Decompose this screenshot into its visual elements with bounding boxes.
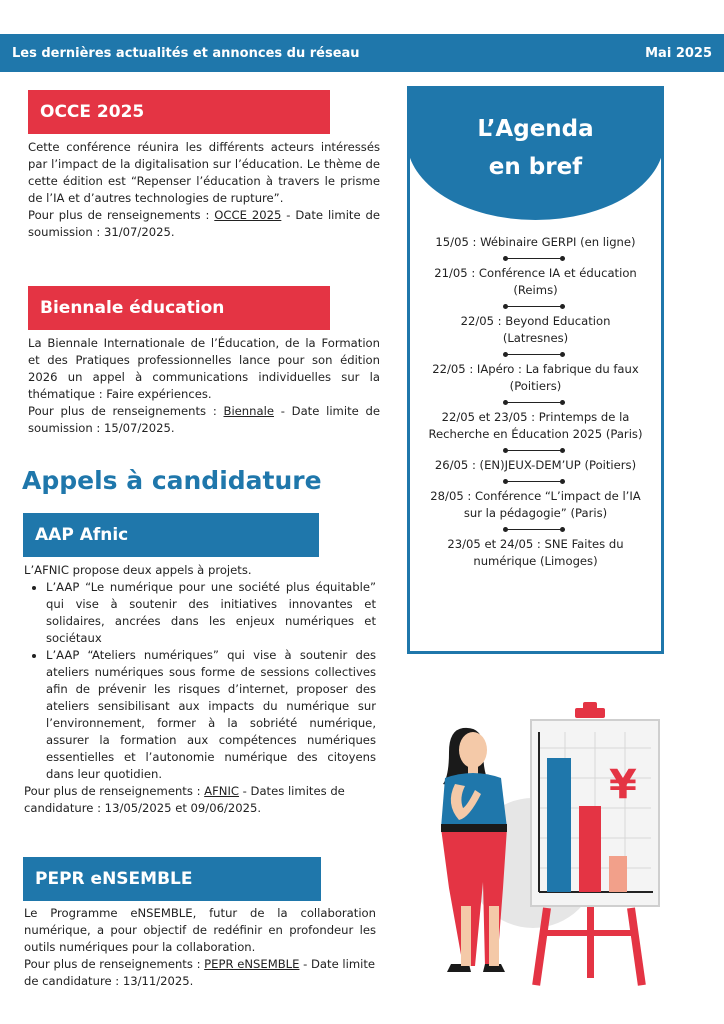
agenda-item: 15/05 : Wébinaire GERPI (en ligne)	[435, 235, 636, 249]
afnic-bullet-1: • L’AAP “Le numérique pour une société plus équitable” qui vise à soutenir des initiatives innovantes et solidaires, ancrées dans les enjeux numériques et sociétaux	[46, 579, 376, 647]
bar-icon	[609, 856, 627, 892]
agenda-title-line-2: en bref	[488, 154, 583, 180]
biennale-title: Biennale éducation	[40, 298, 225, 318]
agenda-header	[407, 86, 664, 220]
afnic-bullets	[46, 579, 376, 783]
yen-icon: ¥	[609, 762, 637, 808]
occce-description: Cette conférence réunira les différents acteurs intéressés par l’impact de la digitalisation sur l’éducation. Le thème de cette édition est “Repenser l’éducation à travers le prisme de l’IA et d’autres technologies de rupture”.	[28, 140, 380, 205]
agenda-item: 22/05 : IApéro : La fabrique du faux (Poitiers)	[432, 362, 639, 393]
agenda-separator	[410, 347, 661, 361]
afnic-title: AAP Afnic	[35, 525, 129, 545]
afnic-body	[24, 562, 376, 817]
top-banner	[0, 34, 724, 72]
pepr-heading	[23, 857, 321, 901]
afnic-more: Pour plus de renseignements : AFNIC - Dates limites de candidature : 13/05/2025 et 09/06/2025.	[24, 784, 345, 815]
agenda-item: 26/05 : (EN)JEUX-DEM’UP (Poitiers)	[434, 458, 637, 472]
afnic-link[interactable]: AFNIC	[204, 784, 239, 798]
occce-body	[28, 139, 380, 241]
pepr-description: Le Programme eNSEMBLE, futur de la collaboration numérique, a pour objectif de redéfinir en profondeur les outils numériques pour la collaboration.	[24, 906, 376, 954]
pepr-body	[24, 905, 376, 990]
biennale-description: La Biennale Internationale de l’Éducation, de la Formation et des Pratiques professionnelles lance pour son édition 2026 un appel à communications individuelles sur la thématique : Faire expériences.	[28, 336, 380, 401]
afnic-intro: L’AFNIC propose deux appels à projets.	[24, 563, 252, 577]
agenda-title	[407, 110, 664, 186]
biennale-more: Pour plus de renseignements : Biennale - Date limite de soumission : 15/07/2025.	[28, 404, 380, 435]
biennale-heading	[28, 286, 330, 330]
woman-thinking-chart-illustration	[415, 688, 665, 988]
bar-icon	[547, 758, 571, 892]
agenda-item: 22/05 et 23/05 : Printemps de la Recherche en Éducation 2025 (Paris)	[428, 410, 643, 441]
agenda-item: 21/05 : Conférence IA et éducation (Reims)	[434, 266, 637, 297]
banner-date: Mai 2025	[645, 45, 712, 61]
agenda-list	[410, 234, 661, 570]
agenda-item: 23/05 et 24/05 : SNE Faites du numérique (Limoges)	[447, 537, 624, 568]
occce-more: Pour plus de renseignements : OCCE 2025 - Date limite de soumission : 31/07/2025.	[28, 208, 380, 239]
biennale-link[interactable]: Biennale	[223, 404, 274, 418]
agenda-separator	[410, 443, 661, 457]
afnic-heading	[23, 513, 319, 557]
biennale-body	[28, 335, 380, 437]
occce-heading	[28, 90, 330, 134]
occce-title: OCCE 2025	[40, 102, 145, 122]
agenda-separator	[410, 251, 661, 265]
occce-link[interactable]: OCCE 2025	[214, 208, 282, 222]
agenda-box	[407, 86, 664, 654]
agenda-separator	[410, 474, 661, 488]
pepr-more: Pour plus de renseignements : PEPR eNSEMBLE - Date limite de candidature : 13/11/2025.	[24, 957, 376, 988]
agenda-title-line-1: L’Agenda	[477, 116, 594, 142]
agenda-separator	[410, 522, 661, 536]
pepr-link[interactable]: PEPR eNSEMBLE	[204, 957, 300, 971]
pepr-title: PEPR eNSEMBLE	[35, 869, 193, 889]
bar-icon	[579, 806, 601, 892]
afnic-bullet-2: • L’AAP “Ateliers numériques” qui vise à soutenir des ateliers numériques sous forme de sessions collectives afin de prévenir les risques d’internet, proposer des ateliers sensibilisant aux impacts du numérique sur l’environnement, former à la sobriété numérique, assurer la formation aux compétences numériques essentielles et l’autonomie numérique des citoyens dans leur quotidien.	[46, 647, 376, 783]
appels-title: Appels à candidature	[22, 466, 322, 495]
banner-title: Les dernières actualités et annonces du réseau	[12, 45, 360, 61]
agenda-item: 22/05 : Beyond Education (Latresnes)	[460, 314, 611, 345]
agenda-item: 28/05 : Conférence “L’impact de l’IA sur la pédagogie” (Paris)	[430, 489, 641, 520]
agenda-separator	[410, 299, 661, 313]
agenda-separator	[410, 395, 661, 409]
